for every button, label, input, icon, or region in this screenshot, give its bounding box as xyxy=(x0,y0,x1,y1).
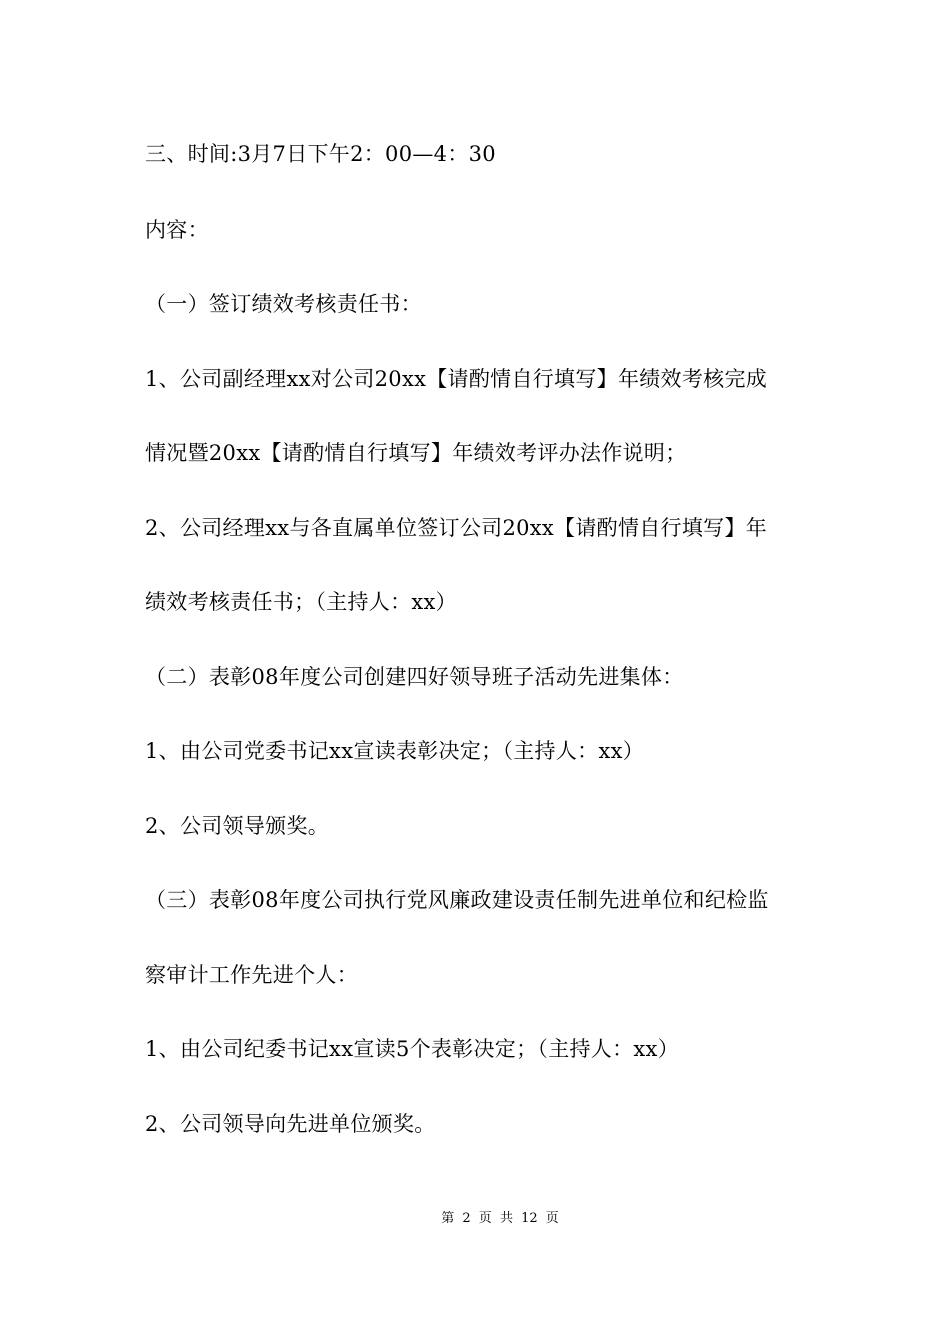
text-line-item-1-1a: 1、公司副经理xx对公司20xx【请酌情自行填写】年绩效考核完成 xyxy=(145,367,768,391)
text-line-section-three-a: （三）表彰08年度公司执行党风廉政建设责任制先进单位和纪检监 xyxy=(145,888,769,912)
footer-current-page: 2 xyxy=(462,1211,471,1226)
text-line-item-2-2: 2、公司领导颁奖。 xyxy=(145,814,330,838)
footer-mid2: 共 xyxy=(499,1211,513,1226)
text-line-item-1-2b: 绩效考核责任书；（主持人：xx） xyxy=(145,590,457,614)
text-line-item-2-1: 1、由公司党委书记xx宣读表彰决定；（主持人：xx） xyxy=(145,739,645,763)
text-line-section-one: （一）签订绩效考核责任书： xyxy=(145,292,422,316)
footer-mid1: 页 xyxy=(478,1211,492,1226)
footer-total-pages: 12 xyxy=(521,1211,538,1226)
text-line-section-two: （二）表彰08年度公司创建四好领导班子活动先进集体： xyxy=(145,665,684,689)
text-line-time: 三、时间:3月7日下午2：00—4：30 xyxy=(145,142,496,166)
text-line-section-three-b: 察审计工作先进个人： xyxy=(145,963,358,987)
text-line-item-1-1b: 情况暨20xx【请酌情自行填写】年绩效考评办法作说明； xyxy=(145,441,687,465)
footer-prefix: 第 xyxy=(441,1211,455,1226)
text-line-item-1-2a: 2、公司经理xx与各直属单位签订公司20xx【请酌情自行填写】年 xyxy=(145,516,768,540)
text-line-item-3-2: 2、公司领导向先进单位颁奖。 xyxy=(145,1112,436,1136)
footer-suffix: 页 xyxy=(545,1211,559,1226)
text-line-item-3-1: 1、由公司纪委书记xx宣读5个表彰决定；（主持人：xx） xyxy=(145,1037,679,1061)
text-line-content-heading: 内容： xyxy=(145,218,209,242)
page-footer xyxy=(0,1211,950,1227)
